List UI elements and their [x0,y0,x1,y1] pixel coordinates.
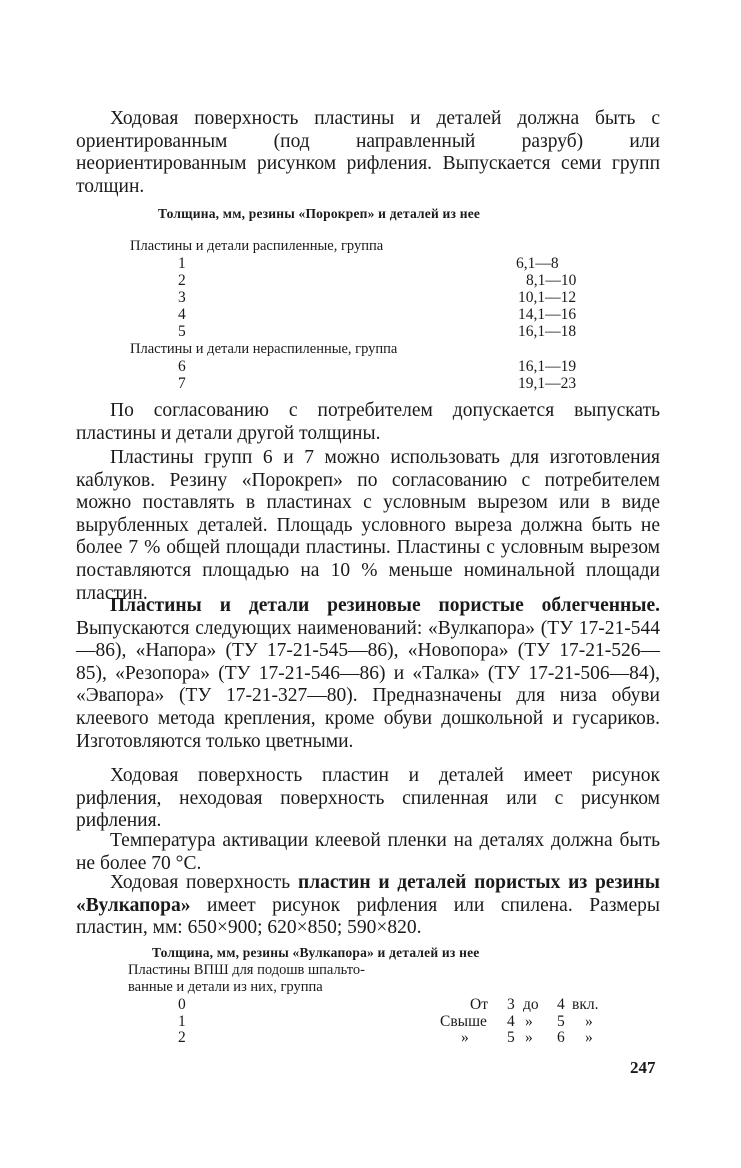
table1-row-num: 2 [178,272,186,289]
table1-row-value: 19,1—23 [518,375,577,392]
paragraph-activation-temperature: Температура активации клеевой пленки на деталях должна быть не более 70 °С. [76,830,660,874]
intro-paragraph: Ходовая поверхность пластины и деталей должна быть с ориентированным (под направленный разруб) или неориентированным рисунком рифления. Выпускается семи групп толщин. [76,108,660,197]
table1-row-num: 5 [178,323,186,340]
table2-row-from: 5 [507,1029,515,1046]
table2-row-prefix: Свыше [440,1013,487,1030]
table1-group1-heading: Пластины и детали распиленные, группа [130,238,384,254]
table2-row-from: 4 [507,1013,515,1030]
paragraph-vulkapora [76,872,660,940]
paragraph-porous-plates [76,595,660,753]
paragraph-running-surface: Ходовая поверхность пластин и деталей имеет рисунок рифления, неходовая поверхность спиленная или с рисунком рифления. [76,765,660,832]
table1-row-num: 3 [178,289,186,306]
table1-row-value: 16,1—19 [518,358,577,375]
table2-heading-line1: Пластины ВПШ для подошв шпальто- [128,962,365,978]
table2-row-suffix: вкл. [572,996,599,1013]
table2-caption: Толщина, мм, резины «Вулкапора» и деталей из нее [152,945,480,960]
vulkapora-bold: пластин и деталей пористых из резины «Вулкапора» [76,872,660,916]
table2-row-num: 1 [178,1013,186,1030]
table1-row-value: 8,1—10 [526,272,577,289]
table2-row-mid: до [523,996,539,1013]
table1-row-num: 6 [178,358,186,375]
table1-caption: Толщина, мм, резины «Порокреп» и деталей из нее [158,206,481,221]
table1-group2-heading: Пластины и детали нераспиленные, группа [130,341,398,357]
table2-row-mid: » [525,1013,533,1030]
table1-row-value: 14,1—16 [518,306,577,323]
table1-row-num: 7 [178,375,186,392]
table2-row-to: 6 [557,1029,565,1046]
table1-row-value: 10,1—12 [518,289,577,306]
table1-row-value: 16,1—18 [518,323,577,340]
table2-row-suffix: » [585,1013,593,1030]
table1-row-num: 1 [178,255,186,272]
page-number: 247 [630,1058,656,1077]
table1-row-num: 4 [178,306,186,323]
table2-row-suffix: » [585,1029,593,1046]
table2-row-num: 2 [178,1029,186,1046]
table2-row-num: 0 [178,996,186,1013]
paragraph-other-thickness: По согласованию с потребителем допускается выпускать пластины и детали другой толщины. [76,400,660,444]
table2-row-to: 4 [557,996,565,1013]
vulkapora-text-a: Ходовая поверхность [110,872,298,893]
porous-plates-text: Выпускаются следующих наименований: «Вулкапора» (ТУ 17-21-544—86), «Напора» (ТУ 17-21-545—86), «Новопора» (ТУ 17-21-526—85), «Резопора» (ТУ 17-21-546—86) и «Талка» (ТУ 17-21-506—84), «Эвапора» (ТУ 17-21-327—80). Предназначены для низа обуви клеевого метода крепления, кроме обуви дошкольной и гусариков. Изготовляются только цветными. [76,617,660,752]
paragraph-groups-6-7: Пластины групп 6 и 7 можно использовать для изготовления каблуков. Резину «Порокреп» по согласованию с потребителем можно поставлять в пластинах с условным вырезом или в виде вырубленных деталей. Площадь условного выреза должна быть не более 7 % общей площади пластины. Пластины с условным вырезом поставляются площадью на 10 % меньше номинальной площади пластин. [76,447,660,604]
vulkapora-text-b: имеет рисунок рифления или спилена. Размеры пластин, мм: 650×900; 620×850; 590×820. [76,894,660,939]
table1-row-value: 6,1—8 [516,255,559,272]
table2-row-prefix: От [470,996,488,1013]
porous-plates-heading: Пластины и детали резиновые пористые облегченные. [110,595,660,616]
table2-heading-line2: ванные и детали из них, группа [128,979,323,995]
table2-row-to: 5 [557,1013,565,1030]
table2-row-mid: » [525,1029,533,1046]
table2-row-from: 3 [507,996,515,1013]
table2-row-prefix: » [461,1029,469,1046]
